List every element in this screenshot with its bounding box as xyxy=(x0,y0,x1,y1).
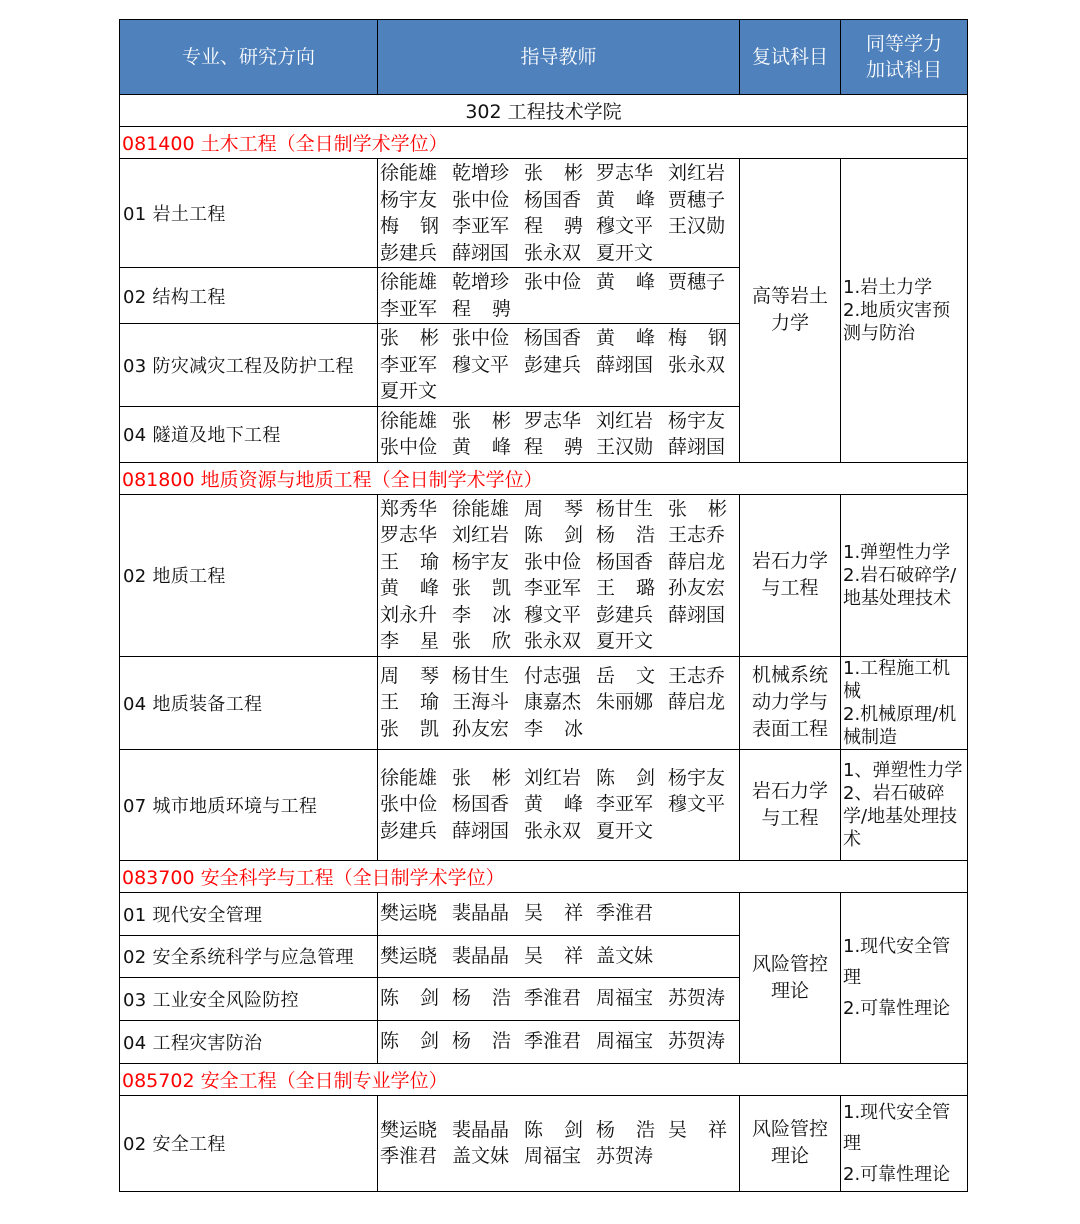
teacher-name: 薛启龙 xyxy=(668,691,726,714)
extra-subjects xyxy=(841,656,968,749)
teacher-name: 孙友宏 xyxy=(452,717,510,740)
teacher-name: 徐能雄 xyxy=(380,409,438,432)
teacher-name: 杨宇友 xyxy=(668,409,726,432)
section-title: 081400 土木工程（全日制学术学位） xyxy=(120,127,968,159)
teacher-name: 张欣 xyxy=(452,630,533,652)
teacher-name: 梅钢 xyxy=(380,215,461,237)
teacher-name: 杨国香 xyxy=(596,550,654,573)
teacher-name: 彭建兵 xyxy=(524,353,582,376)
teacher-name: 陈剑 xyxy=(524,524,605,546)
teacher-name: 周福宝 xyxy=(524,1145,582,1167)
extra-subject-1: 1.现代安全管理 xyxy=(843,936,951,988)
teacher-name: 黄峰 xyxy=(596,188,677,211)
teacher-name: 徐能雄 xyxy=(380,271,438,293)
extra-subject-2: 2.可靠性理论 xyxy=(843,1163,951,1185)
section-title: 085702 安全工程（全日制专业学位） xyxy=(120,1063,968,1095)
teacher-name: 王海斗 xyxy=(452,691,510,714)
header-teachers: 指导教师 xyxy=(378,20,740,95)
teacher-name: 夏开文 xyxy=(596,241,654,264)
teachers-cell xyxy=(378,749,740,860)
teacher-name: 王瑜 xyxy=(380,550,461,573)
header-subject: 复试科目 xyxy=(740,20,841,95)
teacher-name: 李亚军 xyxy=(524,577,582,599)
teacher-name: 孙友宏 xyxy=(668,577,726,599)
teacher-name: 张凯 xyxy=(452,577,533,599)
teacher-name: 刘红岩 xyxy=(452,524,510,546)
teacher-name: 季淮君 xyxy=(524,987,582,1010)
extra-subject-1: 1、弹塑性力学 xyxy=(843,759,963,781)
teacher-name: 刘红岩 xyxy=(524,766,582,789)
header-extra-line1: 同等学力 xyxy=(865,33,942,55)
teacher-name: 季淮君 xyxy=(380,1145,438,1167)
teacher-name: 杨国香 xyxy=(452,793,510,816)
teacher-name: 周琴 xyxy=(380,664,461,687)
extra-subjects xyxy=(841,494,968,656)
teacher-name: 王志乔 xyxy=(668,664,726,687)
teacher-name: 张彬 xyxy=(452,409,533,432)
teacher-name: 裴晶晶 xyxy=(452,944,510,967)
teacher-name: 黄峰 xyxy=(596,327,677,349)
teacher-name: 吴祥 xyxy=(524,944,605,967)
extra-subject-2: 2.机械原理/机械制造 xyxy=(843,703,957,748)
teacher-name: 杨浩 xyxy=(452,987,533,1010)
teacher-name: 穆文平 xyxy=(596,215,654,237)
direction-cell: 02 地质工程 xyxy=(120,494,378,656)
direction-cell: 01 岩土工程 xyxy=(120,159,378,268)
teacher-name: 杨甘生 xyxy=(596,497,654,520)
teacher-name: 陈剑 xyxy=(380,1030,461,1053)
teacher-name: 李亚军 xyxy=(380,297,438,320)
teacher-name: 夏开文 xyxy=(380,380,438,402)
direction-cell: 01 现代安全管理 xyxy=(120,892,378,935)
teacher-name: 张凯 xyxy=(380,717,461,740)
header-row xyxy=(120,20,968,95)
teacher-name: 裴晶晶 xyxy=(452,1118,510,1141)
direction-cell: 03 工业安全风险防控 xyxy=(120,977,378,1020)
teacher-name: 张中俭 xyxy=(380,436,438,458)
table-row xyxy=(120,1095,968,1191)
extra-subject-2: 2.可靠性理论 xyxy=(843,998,951,1019)
teacher-name: 张永双 xyxy=(668,353,726,376)
teacher-name: 李亚军 xyxy=(452,215,510,237)
teacher-name: 薛翊国 xyxy=(596,353,654,376)
teacher-name: 刘红岩 xyxy=(596,409,654,432)
teacher-name: 张永双 xyxy=(524,819,582,842)
direction-cell: 03 防灾减灾工程及防护工程 xyxy=(120,324,378,407)
teacher-name: 杨宇友 xyxy=(668,766,726,789)
teacher-name: 岳文 xyxy=(596,664,677,687)
retest-subject: 机械系统动力学与表面工程 xyxy=(740,656,841,749)
direction-cell: 02 安全工程 xyxy=(120,1095,378,1191)
teacher-name: 梅钢 xyxy=(668,327,749,349)
teacher-name: 黄峰 xyxy=(596,271,677,293)
teacher-name: 薛翊国 xyxy=(452,819,510,842)
teachers-cell xyxy=(378,977,740,1020)
teacher-name: 张中俭 xyxy=(524,550,582,573)
teacher-name: 季淮君 xyxy=(596,902,654,925)
teacher-name: 樊运晓 xyxy=(380,1118,438,1141)
teacher-name: 张中俭 xyxy=(380,793,438,816)
teacher-name: 盖文妹 xyxy=(596,944,654,967)
teacher-name: 杨甘生 xyxy=(452,664,510,687)
teacher-name: 杨浩 xyxy=(596,524,677,546)
teacher-name: 彭建兵 xyxy=(596,603,654,626)
teacher-name: 盖文妹 xyxy=(452,1145,510,1167)
teacher-name: 彭建兵 xyxy=(380,819,438,842)
teachers-cell xyxy=(378,406,740,462)
extra-subject-2: 2.岩石破碎学/地基处理技术 xyxy=(843,564,957,609)
teacher-name: 夏开文 xyxy=(596,630,654,652)
teacher-name: 樊运晓 xyxy=(380,902,438,925)
teacher-name: 季淮君 xyxy=(524,1030,582,1053)
section-title: 083700 安全科学与工程（全日制学术学位） xyxy=(120,860,968,892)
teacher-name: 程骋 xyxy=(452,297,533,320)
teacher-name: 黄峰 xyxy=(524,793,605,816)
retest-subject: 风险管控理论 xyxy=(740,1095,841,1191)
teacher-name: 徐能雄 xyxy=(380,162,438,184)
teacher-name: 吴祥 xyxy=(668,1118,749,1141)
extra-subjects xyxy=(841,892,968,1063)
enrollment-table xyxy=(119,19,968,1192)
teacher-name: 徐能雄 xyxy=(380,766,438,789)
table-row xyxy=(120,494,968,656)
extra-subject-1: 1.工程施工机械 xyxy=(843,657,951,702)
teacher-name: 穆文平 xyxy=(524,603,582,626)
teachers-cell xyxy=(378,494,749,656)
teacher-name: 苏贺涛 xyxy=(596,1145,654,1167)
teacher-name: 张永双 xyxy=(524,241,582,264)
teacher-name: 周福宝 xyxy=(596,987,654,1010)
teacher-name: 黄峰 xyxy=(452,436,533,458)
teacher-name: 张中俭 xyxy=(524,271,582,293)
extra-subject-2: 2.地质灾害预测与防治 xyxy=(843,299,951,344)
teacher-name: 薛翊国 xyxy=(668,603,726,626)
teacher-name: 张彬 xyxy=(452,766,533,789)
teacher-name: 李星 xyxy=(380,630,461,652)
teachers-cell xyxy=(378,1020,740,1063)
extra-subject-1: 1.弹塑性力学 xyxy=(843,541,951,563)
teacher-name: 苏贺涛 xyxy=(668,1030,726,1053)
teacher-name: 贾穗子 xyxy=(668,188,726,211)
teacher-name: 罗志华 xyxy=(596,162,654,184)
teacher-name: 裴晶晶 xyxy=(452,902,510,925)
teacher-name: 薛翊国 xyxy=(668,436,726,458)
teacher-name: 徐能雄 xyxy=(452,497,510,520)
teacher-name: 付志强 xyxy=(524,664,582,687)
teacher-name: 周琴 xyxy=(524,497,605,520)
teacher-name: 罗志华 xyxy=(380,524,438,546)
direction-cell: 04 地质装备工程 xyxy=(120,656,378,749)
teacher-name: 郑秀华 xyxy=(380,497,438,520)
table-row xyxy=(120,159,968,268)
extra-subjects xyxy=(841,749,968,860)
section-title: 081800 地质资源与地质工程（全日制学术学位） xyxy=(120,462,968,494)
teacher-name: 杨浩 xyxy=(596,1118,677,1141)
teacher-name: 周福宝 xyxy=(596,1030,654,1053)
retest-subject: 高等岩土力学 xyxy=(740,159,841,463)
college-name: 302 工程技术学院 xyxy=(120,95,968,127)
direction-cell: 02 结构工程 xyxy=(120,268,378,324)
teacher-name: 樊运晓 xyxy=(380,944,438,967)
teacher-name: 苏贺涛 xyxy=(668,987,726,1010)
extra-subject-1: 1.现代安全管理 xyxy=(843,1101,951,1154)
teacher-name: 李亚军 xyxy=(596,793,654,816)
teacher-name: 夏开文 xyxy=(596,819,654,842)
teacher-name: 张永双 xyxy=(524,630,582,652)
teacher-name: 杨国香 xyxy=(524,327,582,349)
direction-cell: 04 工程灾害防治 xyxy=(120,1020,378,1063)
teacher-name: 穆文平 xyxy=(452,353,510,376)
teacher-name: 王汉勋 xyxy=(596,436,654,458)
teachers-cell xyxy=(378,892,740,935)
teacher-name: 吴祥 xyxy=(524,902,605,925)
header-extra-line2: 加试科目 xyxy=(865,59,942,81)
teacher-name: 杨浩 xyxy=(452,1030,533,1053)
teacher-name: 贾穗子 xyxy=(668,271,726,293)
extra-subjects xyxy=(841,159,968,463)
extra-subject-2: 2、岩石破碎学/地基处理技术 xyxy=(843,782,958,850)
teacher-name: 薛启龙 xyxy=(668,550,726,573)
teacher-name: 李亚军 xyxy=(380,353,438,376)
extra-subject-1: 1.岩土力学 xyxy=(843,276,933,298)
teacher-name: 彭建兵 xyxy=(380,241,438,264)
table-row xyxy=(120,656,968,749)
direction-cell: 02 安全系统科学与应急管理 xyxy=(120,935,378,977)
teacher-name: 杨国香 xyxy=(524,188,582,211)
teacher-name: 程骋 xyxy=(524,436,605,458)
teacher-name: 杨宇友 xyxy=(380,188,438,211)
direction-cell: 07 城市地质环境与工程 xyxy=(120,749,378,860)
teacher-name: 陈剑 xyxy=(596,766,677,789)
teachers-cell xyxy=(378,656,740,749)
table-row xyxy=(120,892,968,935)
teacher-name: 王汉勋 xyxy=(668,215,726,237)
teacher-name: 朱丽娜 xyxy=(596,691,654,714)
teacher-name: 乾增珍 xyxy=(452,162,510,184)
retest-subject: 岩石力学与工程 xyxy=(740,749,841,860)
teacher-name: 陈剑 xyxy=(380,987,461,1010)
teachers-cell xyxy=(378,159,740,268)
teacher-name: 乾增珍 xyxy=(452,271,510,293)
teacher-name: 王瑜 xyxy=(380,691,461,714)
table-row xyxy=(120,749,968,860)
teacher-name: 程骋 xyxy=(524,215,605,237)
teacher-name: 杨宇友 xyxy=(452,550,510,573)
teachers-cell xyxy=(378,268,740,324)
teacher-name: 张彬 xyxy=(380,327,461,349)
teacher-name: 薛翊国 xyxy=(452,241,510,264)
teacher-name: 王志乔 xyxy=(668,524,726,546)
teacher-name: 穆文平 xyxy=(668,793,726,816)
teacher-name: 刘红岩 xyxy=(668,162,726,184)
teacher-name: 王璐 xyxy=(596,577,677,599)
teachers-cell xyxy=(378,1095,749,1191)
teacher-name: 李冰 xyxy=(524,717,605,740)
header-direction: 专业、研究方向 xyxy=(120,20,378,95)
teacher-name: 张中俭 xyxy=(452,327,510,349)
teachers-cell xyxy=(378,935,740,977)
teacher-name: 李冰 xyxy=(452,603,533,626)
retest-subject: 岩石力学与工程 xyxy=(740,494,841,656)
teacher-name: 黄峰 xyxy=(380,577,461,599)
retest-subject: 风险管控理论 xyxy=(740,892,841,1063)
header-extra xyxy=(841,20,968,95)
teacher-name: 康嘉杰 xyxy=(524,691,582,714)
teacher-name: 陈剑 xyxy=(524,1118,605,1141)
teacher-name: 张彬 xyxy=(668,497,749,520)
teacher-name: 张中俭 xyxy=(452,188,510,211)
teacher-name: 刘永升 xyxy=(380,603,438,626)
teacher-name: 张彬 xyxy=(524,162,605,184)
teacher-name: 罗志华 xyxy=(524,409,582,432)
teachers-cell xyxy=(378,324,749,407)
extra-subjects xyxy=(841,1095,968,1191)
direction-cell: 04 隧道及地下工程 xyxy=(120,406,378,462)
